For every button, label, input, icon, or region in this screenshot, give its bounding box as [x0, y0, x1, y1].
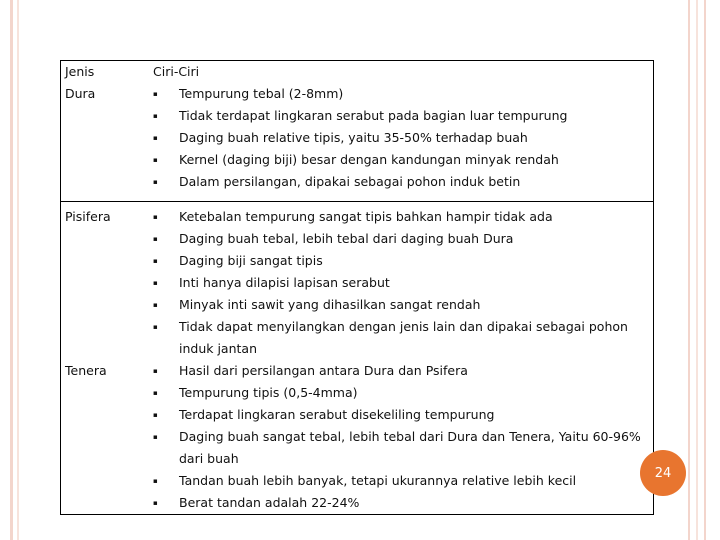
desc-cell-tenera [149, 360, 654, 515]
table-row-pisifera [61, 202, 654, 361]
list-item-text: Berat tandan adalah 22-24% [179, 495, 360, 510]
bullet-square-icon: ▪ [153, 134, 158, 142]
list-item-text: Daging buah tebal, lebih tebal dari daging buah Dura [179, 231, 514, 246]
bullet-square-icon: ▪ [153, 90, 158, 98]
bullet-square-icon: ▪ [153, 499, 158, 507]
bullet-square-icon: ▪ [153, 433, 158, 441]
desc-cell-pisifera [149, 202, 654, 361]
bullet-square-icon: ▪ [153, 213, 158, 221]
type-label-dura: Dura [65, 86, 96, 101]
table-row-tenera [61, 360, 654, 515]
frame-line-left-outer [10, 0, 13, 540]
page-number-badge: 24 [640, 450, 686, 496]
list-item [153, 404, 653, 426]
list-item [153, 206, 653, 228]
frame-line-right-1 [688, 0, 690, 540]
desc-cell-dura [149, 61, 654, 202]
oil-palm-types-table [60, 60, 654, 515]
type-cell-dura [61, 61, 150, 202]
type-label-pisifera: Pisifera [65, 209, 111, 224]
list-item [153, 426, 653, 470]
list-item [153, 228, 653, 250]
type-cell-pisifera [61, 202, 150, 361]
bullet-square-icon: ▪ [153, 279, 158, 287]
list-item [153, 470, 653, 492]
bullet-square-icon: ▪ [153, 411, 158, 419]
list-item [153, 149, 653, 171]
bullet-square-icon: ▪ [153, 112, 158, 120]
bullet-square-icon: ▪ [153, 389, 158, 397]
bullet-square-icon: ▪ [153, 477, 158, 485]
list-item-text: Tempurung tebal (2-8mm) [179, 86, 344, 101]
type-cell-tenera [61, 360, 150, 515]
frame-line-left-inner [17, 0, 19, 540]
bullet-square-icon: ▪ [153, 323, 158, 331]
list-item [153, 294, 653, 316]
list-item [153, 250, 653, 272]
list-item-text: Tempurung tipis (0,5-4mma) [179, 385, 358, 400]
list-item [153, 382, 653, 404]
list-item [153, 127, 653, 149]
list-item-text: Daging buah sangat tebal, lebih tebal dari Dura dan Tenera, Yaitu 60-96% dari buah [179, 429, 641, 466]
list-item [153, 83, 653, 105]
bullet-square-icon: ▪ [153, 235, 158, 243]
list-item [153, 105, 653, 127]
type-label-tenera: Tenera [65, 363, 107, 378]
list-item [153, 492, 653, 514]
list-item [153, 171, 653, 193]
list-item-text: Tidak dapat menyilangkan dengan jenis lain dan dipakai sebagai pohon induk jantan [179, 319, 628, 356]
bullet-square-icon: ▪ [153, 301, 158, 309]
list-item-text: Minyak inti sawit yang dihasilkan sangat rendah [179, 297, 481, 312]
frame-line-right-2 [696, 0, 698, 540]
bullet-square-icon: ▪ [153, 178, 158, 186]
list-item-text: Inti hanya dilapisi lapisan serabut [179, 275, 390, 290]
header-ciri-ciri: Ciri-Ciri [153, 64, 200, 79]
list-item-text: Tidak terdapat lingkaran serabut pada bagian luar tempurung [179, 108, 568, 123]
list-item-text: Tandan buah lebih banyak, tetapi ukurannya relative lebih kecil [179, 473, 577, 488]
frame-line-right-3 [704, 0, 706, 540]
list-item-text: Dalam persilangan, dipakai sebagai pohon induk betin [179, 174, 521, 189]
list-item-text: Hasil dari persilangan antara Dura dan Psifera [179, 363, 468, 378]
list-item-text: Ketebalan tempurung sangat tipis bahkan hampir tidak ada [179, 209, 553, 224]
list-item [153, 316, 653, 360]
list-item-text: Terdapat lingkaran serabut disekeliling tempurung [179, 407, 495, 422]
list-item-text: Kernel (daging biji) besar dengan kandungan minyak rendah [179, 152, 559, 167]
list-item [153, 360, 653, 382]
bullet-square-icon: ▪ [153, 156, 158, 164]
table-row-dura [61, 61, 654, 202]
list-item [153, 272, 653, 294]
bullet-square-icon: ▪ [153, 367, 158, 375]
list-item-text: Daging buah relative tipis, yaitu 35-50% terhadap buah [179, 130, 528, 145]
list-item-text: Daging biji sangat tipis [179, 253, 323, 268]
bullet-square-icon: ▪ [153, 257, 158, 265]
header-jenis: Jenis [65, 64, 95, 79]
